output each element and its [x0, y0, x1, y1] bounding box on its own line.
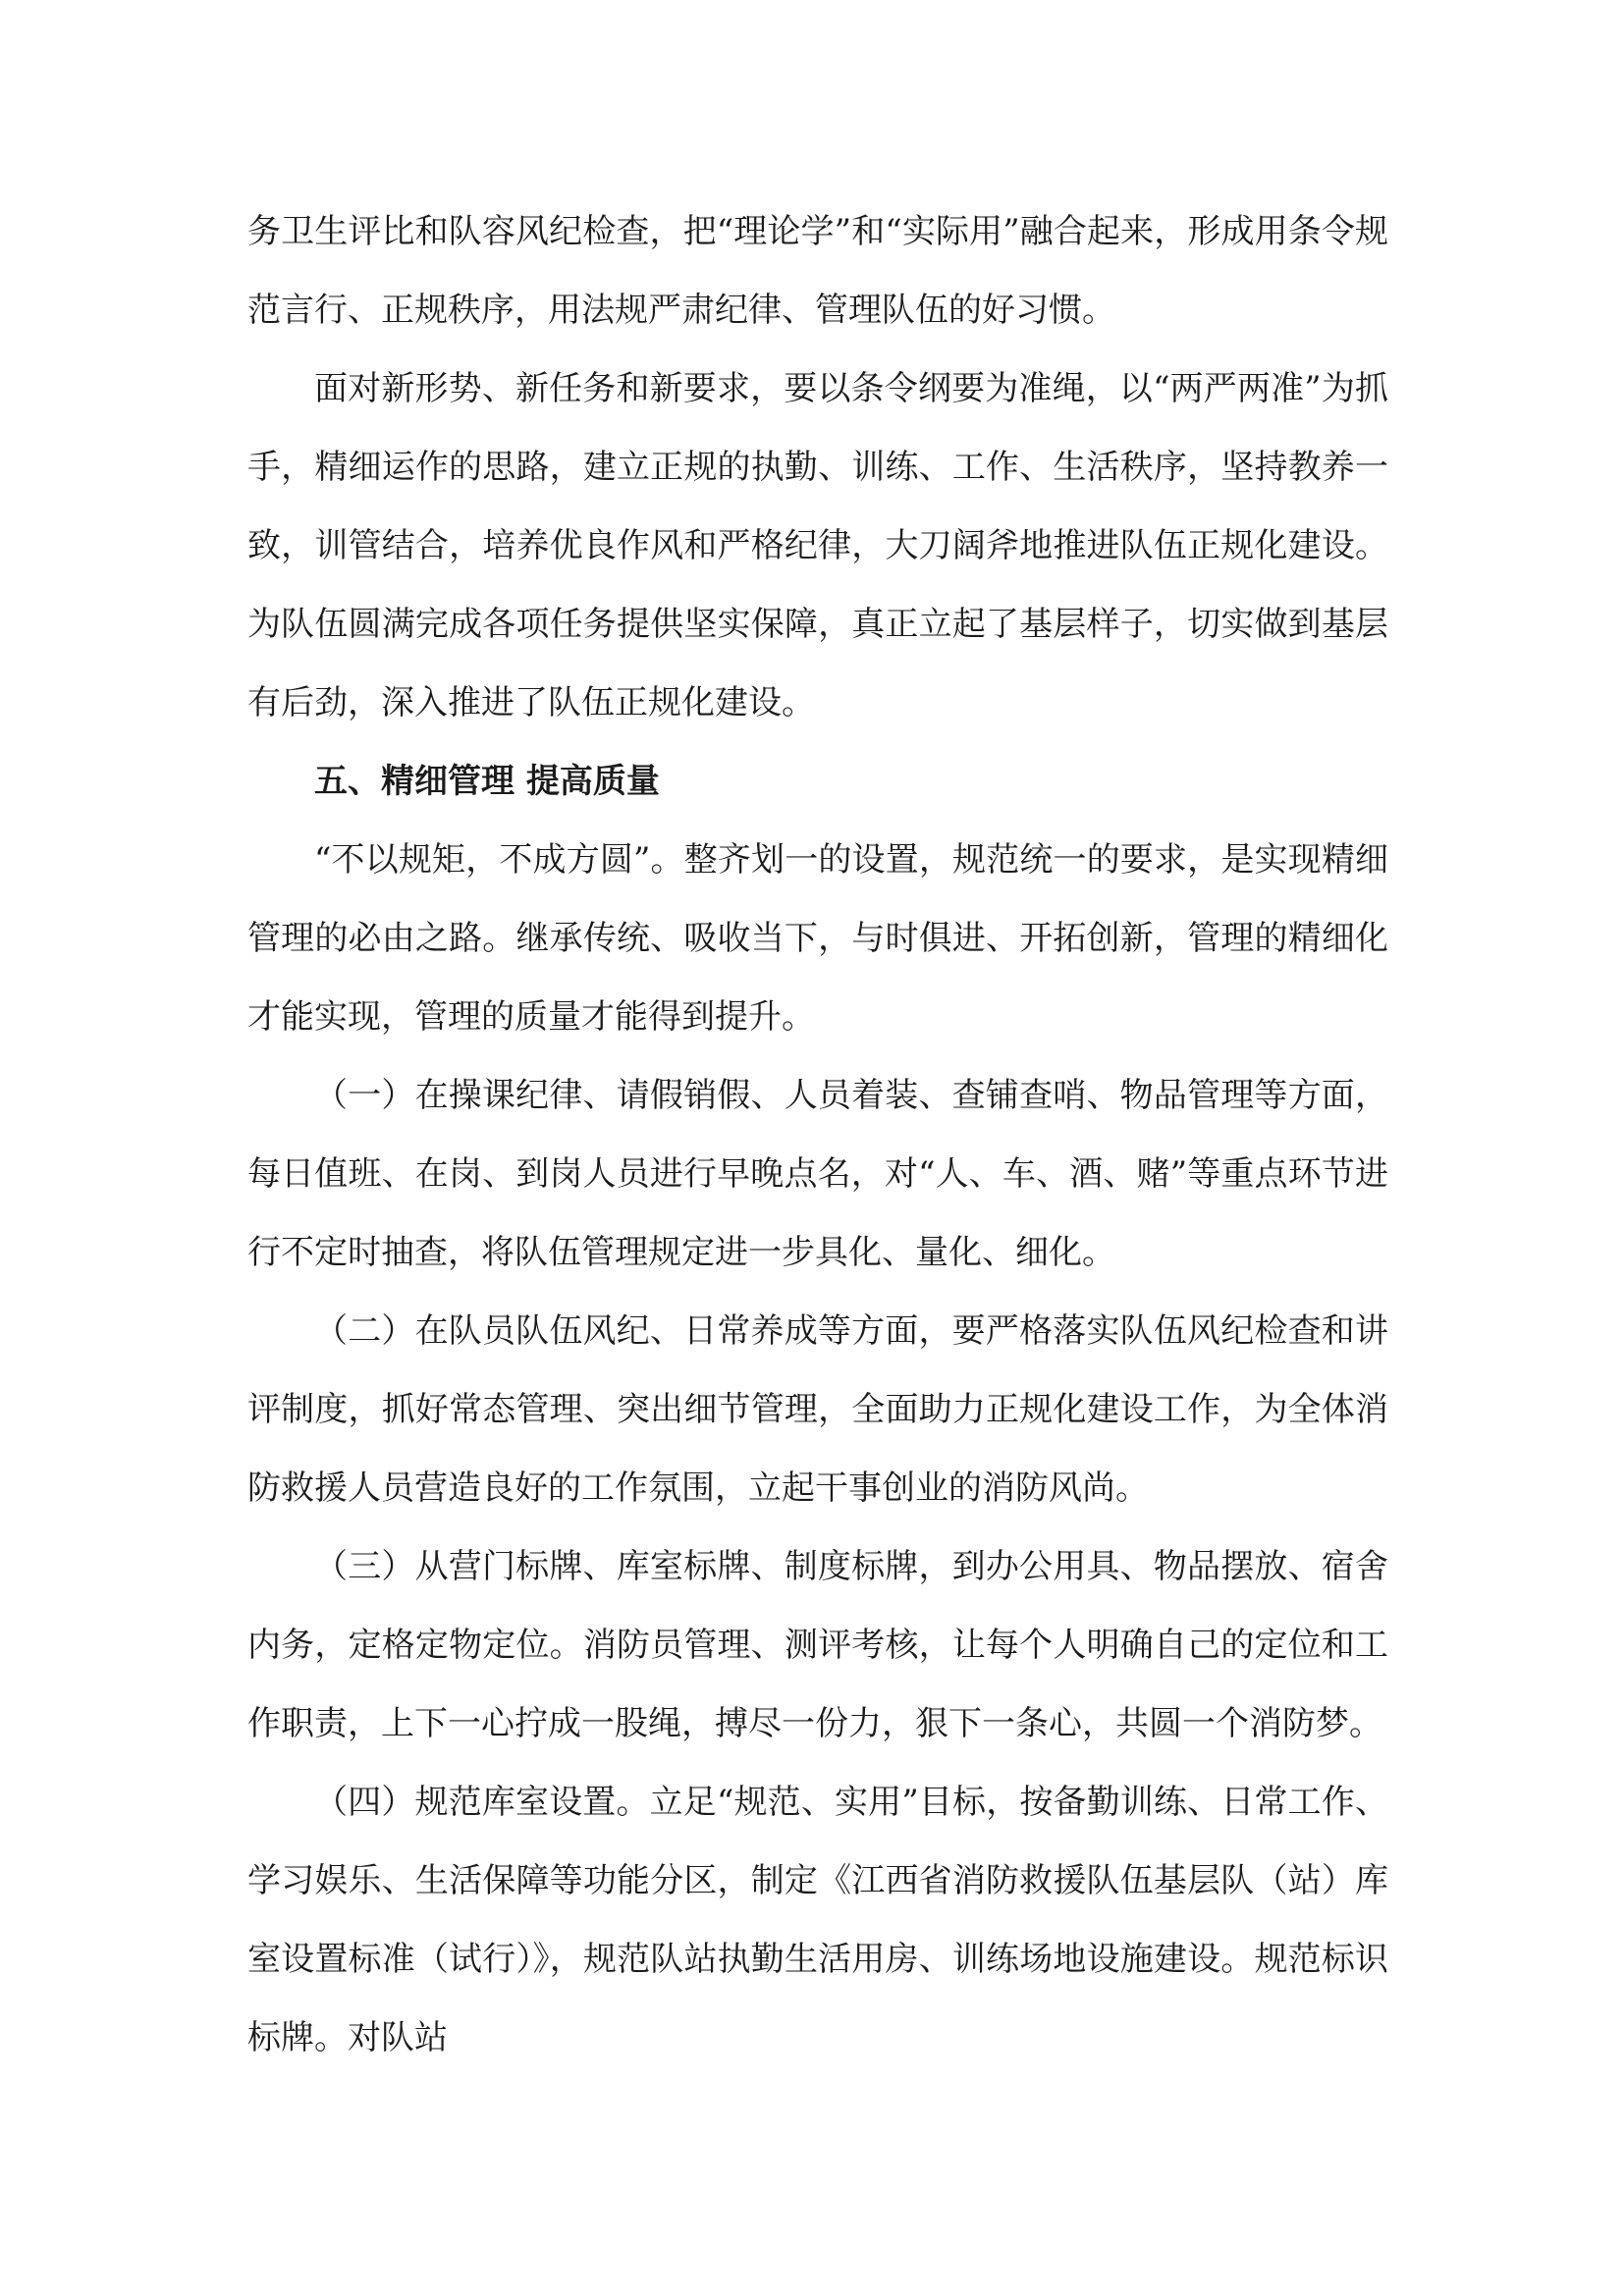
- paragraph-continuation: 务卫生评比和队容风纪检查，把“理论学”和“实际用”融合起来，形成用条令规范言行、正规秩序，用法规严肃纪律、管理队伍的好习惯。: [247, 212, 1388, 330]
- paragraph-item-1: （一）在操课纪律、请假销假、人员着装、查铺查哨、物品管理等方面，每日值班、在岗、到岗人员进行早晚点名，对“人、车、酒、赌”等重点环节进行不定时抽查，将队伍管理规定进一步具化、量化、细化。: [247, 1076, 1388, 1272]
- paragraph-item-4: （四）规范库室设置。立足“规范、实用”目标，按备勤训练、日常工作、学习娱乐、生活保障等功能分区，制定《江西省消防救援队伍基层队（站）库室设置标准（试行）》，规范队站执勤生活用房、训练场地设施建设。规范标识标牌。对队站: [247, 1783, 1388, 2057]
- paragraph-item-3: （三）从营门标牌、库室标牌、制度标牌，到办公用具、物品摆放、宿舍内务，定格定物定位。消防员管理、测评考核，让每个人明确自己的定位和工作职责，上下一心拧成一股绳，搏尽一份力，狠下一条心，共圆一个消防梦。: [247, 1547, 1388, 1743]
- section-heading-5: 五、精细管理 提高质量: [314, 762, 660, 801]
- paragraph-item-2: （二）在队员队伍风纪、日常养成等方面，要严格落实队伍风纪检查和讲评制度，抓好常态管理、突出细节管理，全面助力正规化建设工作，为全体消防救援人员营造良好的工作氛围，立起干事创业的消防风尚。: [247, 1311, 1388, 1508]
- paragraph-new-situation: 面对新形势、新任务和新要求，要以条令纲要为准绳，以“两严两准”为抓手，精细运作的思路，建立正规的执勤、训练、工作、生活秩序，坚持教养一致，训管结合，培养优良作风和严格纪律，大刀阔斧地推进队伍正规化建设。为队伍圆满完成各项任务提供坚实保障，真正立起了基层样子，切实做到基层有后劲，深入推进了队伍正规化建设。: [247, 369, 1388, 722]
- paragraph-rules: “不以规矩，不成方圆”。整齐划一的设置，规范统一的要求，是实现精细管理的必由之路。继承传统、吸收当下，与时俱进、开拓创新，管理的精细化才能实现，管理的质量才能得到提升。: [247, 840, 1388, 1037]
- document-body: [247, 192, 1388, 2077]
